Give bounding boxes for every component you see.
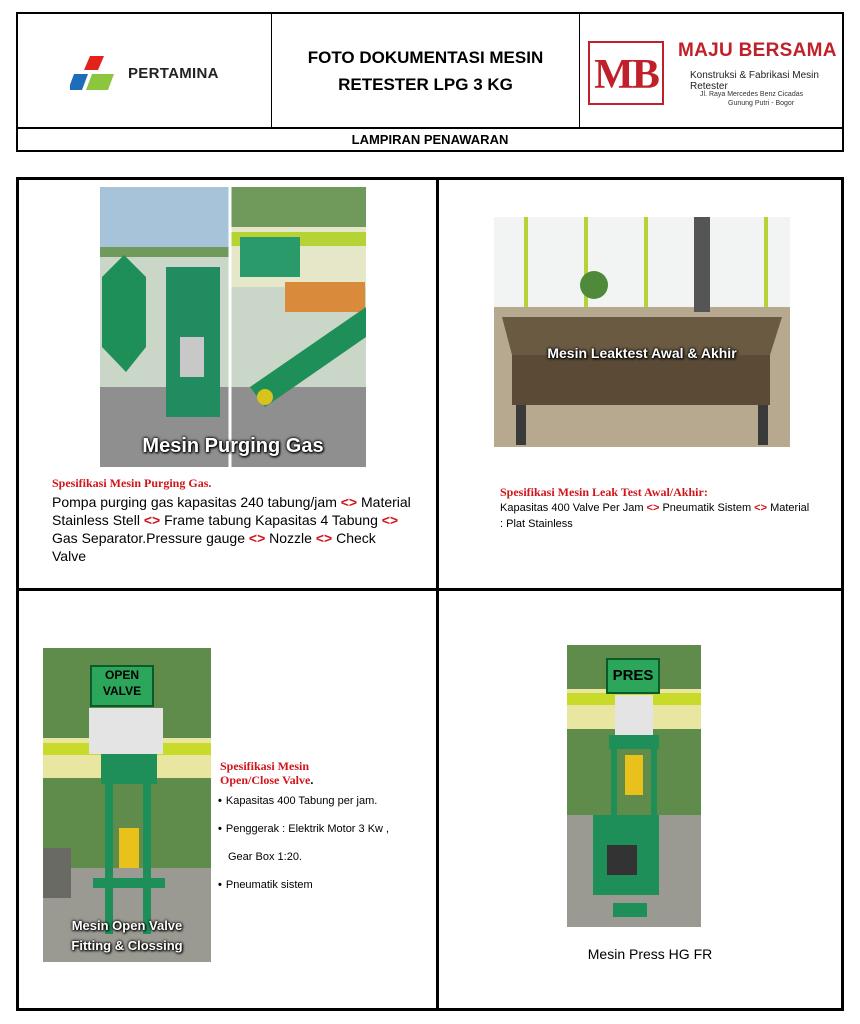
document-title-cell [272, 14, 580, 127]
openvalve-label-line2: Fitting & Clossing [71, 938, 183, 953]
photo-grid [16, 177, 844, 1011]
purging-machine-photo [100, 187, 366, 467]
press-caption: Mesin Press HG FR [587, 946, 713, 962]
leaktest-machine-photo [494, 217, 790, 447]
openvalve-spec-list [218, 792, 433, 904]
openvalve-machine-photo [43, 648, 211, 962]
openvalve-spec-item: • Penggerak : Elektrik Motor 3 Kw , [218, 823, 390, 835]
openvalve-spec-item: • Kapasitas 400 Tabung per jam. [218, 795, 378, 807]
mb-logo-box [588, 41, 664, 105]
purging-spec-separator: <> [143, 512, 161, 528]
openvalve-spec-item: • Pneumatik sistem [218, 879, 313, 891]
pertamina-logo [70, 54, 250, 90]
purging-spec-separator: <> [340, 494, 358, 510]
purging-photo-label: Mesin Purging Gas [142, 435, 324, 457]
purging-spec-title: Spesifikasi Mesin Purging Gas. [52, 476, 212, 490]
purging-spec-part: Gas Separator.Pressure gauge [52, 530, 249, 546]
mb-initials: MB [594, 52, 658, 98]
purging-spec-part: Frame tabung Kapasitas 4 Tabung [160, 512, 382, 528]
purging-spec-part: Check Valve [52, 530, 376, 564]
pertamina-mark-icon [70, 54, 122, 92]
grid-divider-vertical [436, 180, 439, 1008]
leaktest-spec-body [500, 500, 810, 532]
maju-bersama-logo-cell [580, 14, 844, 127]
purging-spec-part: Nozzle [265, 530, 316, 546]
purging-spec-separator: <> [381, 512, 399, 528]
openvalve-spec-title-dot: . [310, 773, 314, 787]
purging-spec-part: Material Stainless Stell [52, 494, 411, 528]
leaktest-spec-separator: <> [754, 502, 768, 514]
document-title: FOTO DOKUMENTASI MESIN RETESTER LPG 3 KG [307, 47, 544, 94]
grid-divider-horizontal [19, 588, 841, 591]
press-machine-photo [567, 645, 701, 927]
leaktest-spec-part: Pneumatik Sistem [659, 502, 755, 514]
purging-spec-body [52, 493, 412, 565]
header-table [16, 12, 844, 152]
leaktest-spec-separator: <> [646, 502, 660, 514]
openvalve-label-line1: Mesin Open Valve [71, 918, 183, 933]
purging-spec-separator: <> [248, 530, 266, 546]
purging-spec-part: Pompa purging gas kapasitas 240 tabung/jam [52, 494, 341, 510]
openvalve-sign-line1: OPEN [104, 668, 139, 682]
pertamina-logo-cell [18, 14, 272, 127]
mb-company-name: MAJU BERSAMA [678, 40, 837, 61]
mb-tagline: Konstruksi & Fabrikasi Mesin Retester [690, 70, 819, 92]
leaktest-spec-part: Kapasitas 400 Valve Per Jam [500, 502, 647, 514]
leaktest-spec-part: Material : Plat Stainless [500, 502, 810, 530]
mb-address-line1: Jl. Raya Mercedes Benz Cicadas [700, 91, 804, 98]
openvalve-spec-title [220, 759, 313, 787]
openvalve-spec-title-line1: Spesifikasi Mesin [220, 759, 310, 773]
openvalve-spec-item: Gear Box 1:20. [228, 851, 302, 863]
purging-spec-separator: <> [315, 530, 333, 546]
mb-address-line2: Gunung Putri - Bogor [728, 100, 795, 107]
openvalve-photo-sign [91, 667, 153, 699]
document-subtitle: LAMPIRAN PENAWARAN [18, 127, 842, 150]
openvalve-photo-label [43, 916, 211, 956]
pertamina-wordmark: PERTAMINA [128, 65, 219, 82]
leaktest-spec-title: Spesifikasi Mesin Leak Test Awal/Akhir: [500, 485, 708, 499]
openvalve-sign-line2: VALVE [102, 684, 142, 698]
openvalve-spec-title-line2: Open/Close Valve [220, 773, 311, 787]
leaktest-photo-label: Mesin Leaktest Awal & Akhir [547, 345, 737, 361]
press-photo-sign: PRES [612, 667, 654, 684]
